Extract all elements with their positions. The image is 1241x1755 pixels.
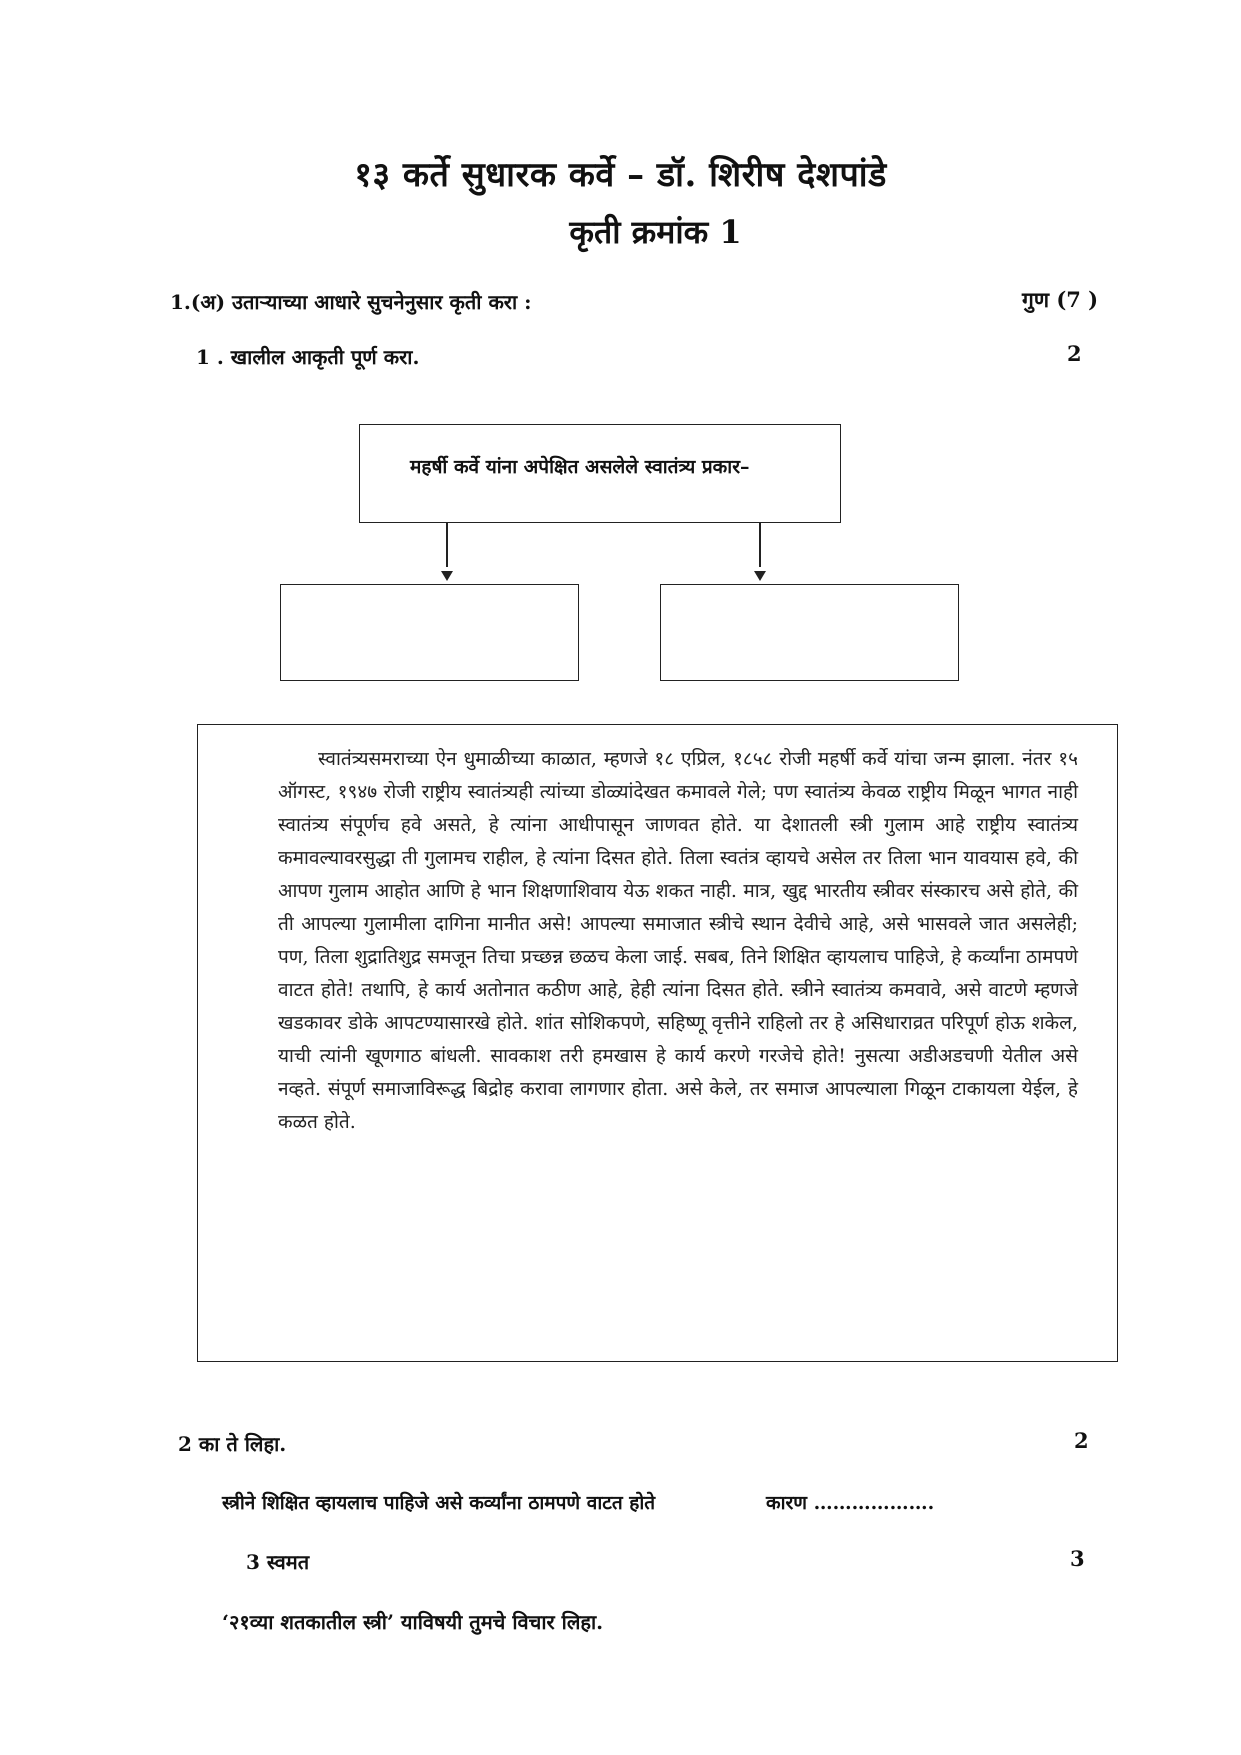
answer-box-left[interactable] xyxy=(280,584,579,681)
section2-marks: 2 xyxy=(1074,1428,1089,1453)
passage-box xyxy=(197,724,1118,1362)
section3-marks: 3 xyxy=(1070,1546,1085,1571)
diagram-top-box xyxy=(359,424,841,523)
activity-number-heading: कृती क्रमांक 1 xyxy=(569,213,742,251)
section3-heading: 3 स्वमत xyxy=(246,1550,310,1574)
section2-heading: 2 का ते लिहा. xyxy=(178,1432,287,1456)
section1-marks: गुण (7 ) xyxy=(1022,287,1099,312)
section1-heading: 1.(अ) उताऱ्याच्या आधारे सुचनेनुसार कृती करा : xyxy=(170,290,532,314)
reason-answer-field[interactable]: कारण ………………. xyxy=(766,1492,935,1514)
right-arrow-icon xyxy=(754,571,766,581)
q1-marks: 2 xyxy=(1067,341,1082,366)
section2-statement: स्त्रीने शिक्षित व्हायलाच पाहिजे असे कर्व्यांना ठामपणे वाटत होते xyxy=(222,1492,656,1514)
right-connector-line xyxy=(759,523,761,567)
diagram-top-box-text: महर्षी कर्वे यांना अपेक्षित असलेले स्वातंत्र्य प्रकार– xyxy=(410,456,750,478)
left-connector-line xyxy=(446,523,448,567)
answer-box-right[interactable] xyxy=(660,584,959,681)
section3-prompt: ‘२१व्या शतकातील स्त्री’ याविषयी तुमचे विचार लिहा. xyxy=(222,1610,604,1634)
left-arrow-icon xyxy=(441,571,453,581)
page-title: १३ कर्ते सुधारक कर्वे – डॉ. शिरीष देशपांडे xyxy=(354,155,887,195)
passage-text: स्वातंत्र्यसमराच्या ऐन धुमाळीच्या काळात, म्हणजे १८ एप्रिल, १८५८ रोजी महर्षी कर्वे यांचा जन्म झाला. नंतर १५ ऑगस्ट, १९४७ रोजी राष्ट्रीय स्वातंत्र्यही त्यांच्या डोळ्यांदेखत कमावले गेले; पण स्वातंत्र्य केवळ राष्ट्रीय मिळून भागत नाही स्वातंत्र्य संपूर्णच हवे असते, हे त्यांना आधीपासून जाणवत होते. या देशातली स्त्री गुलाम आहे राष्ट्रीय स्वातंत्र्य कमावल्यावरसुद्धा ती गुलामच राहील, हे त्यांना दिसत होते. तिला स्वतंत्र व्हायचे असेल तर तिला भान यावयास हवे, की आपण गुलाम आहोत आणि हे भान शिक्षणाशिवाय येऊ शकत नाही. मात्र, खुद्द भारतीय स्त्रीवर संस्कारच असे होते, की ती आपल्या गुलामीला दागिना मानीत असे! आपल्या समाजात स्त्रीचे स्थान देवीचे आहे, असे भासवले जात असलेही; पण, तिला शुद्रातिशुद्र समजून तिचा प्रच्छन्न छळच केला जाई. सबब, तिने शिक्षित व्हायलाच पाहिजे, हे कर्व्यांना ठामपणे वाटत होते! तथापि, हे कार्य अतोनात कठीण आहे, हेही त्यांना दिसत होते. स्त्रीने स्वातंत्र्य कमवावे, असे वाटणे म्हणजे खडकावर डोके आपटण्यासारखे होते. शांत सोशिकपणे, सहिष्णू वृत्तीने राहिलो तर हे असिधाराव्रत परिपूर्ण होऊ शकेल, याची त्यांनी खूणगाठ बांधली. सावकाश तरी हमखास हे कार्य करणे गरजेचे होते! नुसत्या अडीअडचणी येतील असे नव्हते. संपूर्ण समाजाविरूद्ध बिद्रोह करावा लागणार होता. असे केले, तर समाज आपल्याला गिळून टाकायला येईल, हे कळत होते. xyxy=(278,748,1078,1133)
q1-label: 1 . खालील आकृती पूर्ण करा. xyxy=(196,345,420,369)
